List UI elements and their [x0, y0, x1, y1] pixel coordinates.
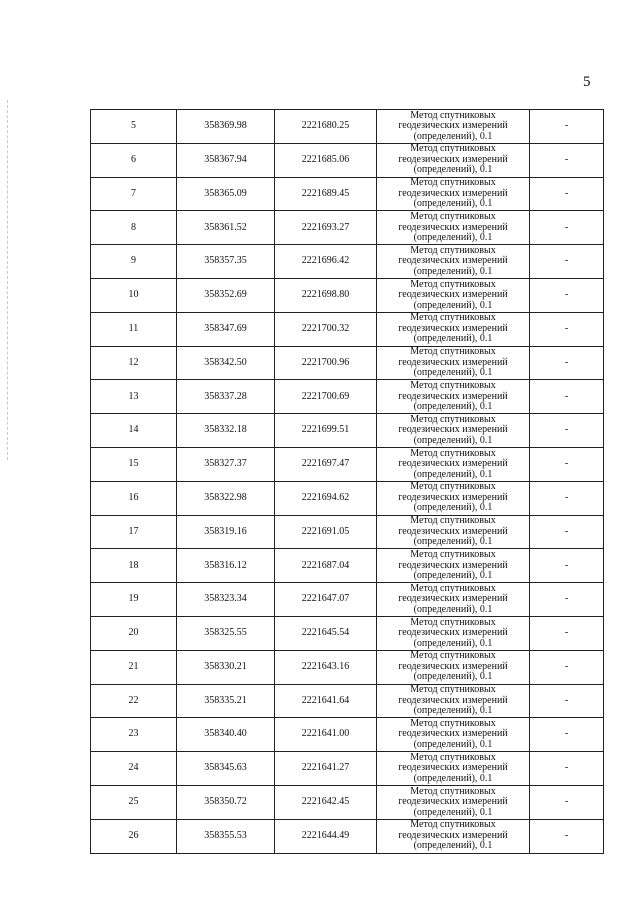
note-cell: - — [530, 718, 604, 752]
y-coordinate-cell: 2221697.47 — [275, 447, 377, 481]
method-line: (определений), 0.1 — [413, 671, 493, 683]
scan-margin-mark — [7, 100, 8, 460]
method-line: Метод спутниковых — [410, 751, 496, 763]
y-coordinate-cell: 2221696.42 — [275, 245, 377, 279]
method-line: Метод спутниковых — [410, 278, 496, 290]
method-line: Метод спутниковых — [410, 177, 496, 189]
table-row — [91, 211, 604, 245]
method-line: (определений), 0.1 — [413, 367, 493, 379]
x-coordinate-cell: 358357.35 — [177, 245, 275, 279]
method-cell — [377, 785, 530, 819]
x-coordinate-cell: 358369.98 — [177, 110, 275, 144]
table-row — [91, 245, 604, 279]
y-coordinate-cell: 2221685.06 — [275, 143, 377, 177]
method-cell — [377, 380, 530, 414]
y-coordinate-cell: 2221700.32 — [275, 312, 377, 346]
table-row — [91, 278, 604, 312]
coordinates-table-body — [91, 110, 604, 854]
table-row — [91, 718, 604, 752]
method-line: Метод спутниковых — [410, 819, 496, 831]
method-cell — [377, 312, 530, 346]
x-coordinate-cell: 358367.94 — [177, 143, 275, 177]
method-line: (определений), 0.1 — [413, 570, 493, 581]
method-line: Метод спутниковых — [410, 650, 496, 662]
note-cell: - — [530, 481, 604, 515]
table-row — [91, 346, 604, 380]
table-row — [91, 785, 604, 819]
method-line: Метод спутниковых — [410, 785, 496, 797]
table-row — [91, 819, 604, 853]
x-coordinate-cell: 358342.50 — [177, 346, 275, 380]
x-coordinate-cell: 358355.53 — [177, 819, 275, 853]
method-line: Метод спутниковых — [410, 413, 496, 425]
y-coordinate-cell: 2221641.00 — [275, 718, 377, 752]
note-cell: - — [530, 346, 604, 380]
method-line: Метод спутниковых — [410, 515, 496, 527]
note-cell: - — [530, 380, 604, 414]
note-cell: - — [530, 211, 604, 245]
table-row — [91, 616, 604, 650]
note-cell: - — [530, 177, 604, 211]
method-line: (определений), 0.1 — [413, 806, 493, 818]
y-coordinate-cell: 2221689.45 — [275, 177, 377, 211]
table-row — [91, 752, 604, 786]
method-line: Метод спутниковых — [410, 717, 496, 729]
y-coordinate-cell: 2221642.45 — [275, 785, 377, 819]
method-cell — [377, 414, 530, 448]
method-line: геодезических измерений — [398, 728, 508, 740]
y-coordinate-cell: 2221644.49 — [275, 819, 377, 853]
method-line: Метод спутниковых — [410, 549, 496, 560]
point-number-cell: 11 — [91, 312, 177, 346]
note-cell: - — [530, 312, 604, 346]
method-cell — [377, 650, 530, 684]
method-cell — [377, 515, 530, 549]
method-line: Метод спутниковых — [410, 616, 496, 628]
x-coordinate-cell: 358332.18 — [177, 414, 275, 448]
method-cell — [377, 616, 530, 650]
method-line: (определений), 0.1 — [413, 840, 493, 852]
method-line: Метод спутниковых — [410, 312, 496, 324]
method-line: геодезических измерений — [398, 559, 508, 571]
note-cell: - — [530, 583, 604, 617]
method-line: геодезических измерений — [398, 390, 508, 402]
note-cell: - — [530, 549, 604, 583]
note-cell: - — [530, 245, 604, 279]
table-row — [91, 414, 604, 448]
table-row — [91, 549, 604, 583]
point-number-cell: 14 — [91, 414, 177, 448]
y-coordinate-cell: 2221700.69 — [275, 380, 377, 414]
table-row — [91, 110, 604, 144]
point-number-cell: 23 — [91, 718, 177, 752]
y-coordinate-cell: 2221641.64 — [275, 684, 377, 718]
table-row — [91, 177, 604, 211]
y-coordinate-cell: 2221680.25 — [275, 110, 377, 144]
y-coordinate-cell: 2221687.04 — [275, 549, 377, 583]
point-number-cell: 22 — [91, 684, 177, 718]
method-cell — [377, 752, 530, 786]
method-line: Метод спутниковых — [410, 380, 496, 392]
method-line: (определений), 0.1 — [413, 434, 493, 446]
coordinates-table — [90, 109, 604, 854]
method-line: (определений), 0.1 — [413, 265, 493, 277]
point-number-cell: 9 — [91, 245, 177, 279]
method-cell — [377, 346, 530, 380]
method-cell — [377, 718, 530, 752]
table-row — [91, 143, 604, 177]
method-line: геодезических измерений — [398, 660, 508, 672]
point-number-cell: 16 — [91, 481, 177, 515]
method-line: (определений), 0.1 — [413, 468, 493, 480]
method-line: геодезических измерений — [398, 491, 508, 503]
note-cell: - — [530, 684, 604, 718]
x-coordinate-cell: 358347.69 — [177, 312, 275, 346]
note-cell: - — [530, 616, 604, 650]
x-coordinate-cell: 358316.12 — [177, 549, 275, 583]
method-cell — [377, 177, 530, 211]
method-line: (определений), 0.1 — [413, 637, 493, 649]
point-number-cell: 15 — [91, 447, 177, 481]
x-coordinate-cell: 358337.28 — [177, 380, 275, 414]
point-number-cell: 5 — [91, 110, 177, 144]
x-coordinate-cell: 358335.21 — [177, 684, 275, 718]
method-line: (определений), 0.1 — [413, 164, 493, 176]
table-row — [91, 312, 604, 346]
x-coordinate-cell: 358365.09 — [177, 177, 275, 211]
note-cell: - — [530, 785, 604, 819]
method-line: Метод спутниковых — [410, 109, 496, 121]
method-line: Метод спутниковых — [410, 211, 496, 223]
method-line: геодезических измерений — [398, 289, 508, 301]
x-coordinate-cell: 358319.16 — [177, 515, 275, 549]
y-coordinate-cell: 2221691.05 — [275, 515, 377, 549]
method-cell — [377, 245, 530, 279]
y-coordinate-cell: 2221700.96 — [275, 346, 377, 380]
method-line: Метод спутниковых — [410, 684, 496, 696]
method-cell — [377, 143, 530, 177]
note-cell: - — [530, 819, 604, 853]
method-cell — [377, 211, 530, 245]
method-cell — [377, 684, 530, 718]
note-cell: - — [530, 278, 604, 312]
x-coordinate-cell: 358345.63 — [177, 752, 275, 786]
y-coordinate-cell: 2221643.16 — [275, 650, 377, 684]
method-line: геодезических измерений — [398, 322, 508, 334]
point-number-cell: 18 — [91, 549, 177, 583]
point-number-cell: 7 — [91, 177, 177, 211]
method-line: (определений), 0.1 — [413, 130, 493, 142]
x-coordinate-cell: 358325.55 — [177, 616, 275, 650]
note-cell: - — [530, 447, 604, 481]
table-row — [91, 481, 604, 515]
method-line: (определений), 0.1 — [413, 333, 493, 345]
method-line: геодезических измерений — [398, 627, 508, 639]
point-number-cell: 13 — [91, 380, 177, 414]
point-number-cell: 26 — [91, 819, 177, 853]
method-line: (определений), 0.1 — [413, 198, 493, 210]
x-coordinate-cell: 358322.98 — [177, 481, 275, 515]
method-line: геодезических измерений — [398, 356, 508, 368]
point-number-cell: 20 — [91, 616, 177, 650]
method-line: геодезических измерений — [398, 829, 508, 841]
note-cell: - — [530, 515, 604, 549]
point-number-cell: 17 — [91, 515, 177, 549]
note-cell: - — [530, 110, 604, 144]
method-line: Метод спутниковых — [410, 481, 496, 493]
note-cell: - — [530, 650, 604, 684]
y-coordinate-cell: 2221699.51 — [275, 414, 377, 448]
point-number-cell: 25 — [91, 785, 177, 819]
method-line: геодезических измерений — [398, 762, 508, 774]
point-number-cell: 21 — [91, 650, 177, 684]
method-line: геодезических измерений — [398, 424, 508, 436]
method-line: геодезических измерений — [398, 593, 508, 605]
x-coordinate-cell: 358361.52 — [177, 211, 275, 245]
y-coordinate-cell: 2221645.54 — [275, 616, 377, 650]
y-coordinate-cell: 2221641.27 — [275, 752, 377, 786]
point-number-cell: 19 — [91, 583, 177, 617]
method-line: Метод спутниковых — [410, 244, 496, 256]
point-number-cell: 12 — [91, 346, 177, 380]
x-coordinate-cell: 358330.21 — [177, 650, 275, 684]
method-line: геодезических измерений — [398, 458, 508, 470]
page-number: 5 — [583, 74, 591, 90]
method-line: (определений), 0.1 — [413, 502, 493, 514]
method-line: (определений), 0.1 — [413, 232, 493, 244]
x-coordinate-cell: 358327.37 — [177, 447, 275, 481]
method-cell — [377, 447, 530, 481]
method-line: геодезических измерений — [398, 796, 508, 808]
table-row — [91, 380, 604, 414]
method-cell — [377, 481, 530, 515]
x-coordinate-cell: 358323.34 — [177, 583, 275, 617]
point-number-cell: 8 — [91, 211, 177, 245]
x-coordinate-cell: 358340.40 — [177, 718, 275, 752]
method-line: (определений), 0.1 — [413, 705, 493, 717]
method-line: геодезических измерений — [398, 221, 508, 233]
method-cell — [377, 110, 530, 144]
method-cell — [377, 278, 530, 312]
point-number-cell: 6 — [91, 143, 177, 177]
y-coordinate-cell: 2221693.27 — [275, 211, 377, 245]
method-line: Метод спутниковых — [410, 143, 496, 155]
x-coordinate-cell: 358350.72 — [177, 785, 275, 819]
table-row — [91, 447, 604, 481]
point-number-cell: 24 — [91, 752, 177, 786]
method-cell — [377, 819, 530, 853]
y-coordinate-cell: 2221698.80 — [275, 278, 377, 312]
method-cell — [377, 583, 530, 617]
method-line: геодезических измерений — [398, 120, 508, 132]
x-coordinate-cell: 358352.69 — [177, 278, 275, 312]
method-line: (определений), 0.1 — [413, 772, 493, 784]
table-row — [91, 684, 604, 718]
y-coordinate-cell: 2221647.07 — [275, 583, 377, 617]
method-line: (определений), 0.1 — [413, 738, 493, 750]
method-line: (определений), 0.1 — [413, 536, 493, 548]
method-line: (определений), 0.1 — [413, 299, 493, 311]
method-line: геодезических измерений — [398, 187, 508, 199]
method-line: Метод спутниковых — [410, 582, 496, 594]
method-line: геодезических измерений — [398, 694, 508, 706]
method-line: (определений), 0.1 — [413, 603, 493, 615]
table-row — [91, 515, 604, 549]
y-coordinate-cell: 2221694.62 — [275, 481, 377, 515]
method-cell — [377, 549, 530, 583]
note-cell: - — [530, 143, 604, 177]
note-cell: - — [530, 414, 604, 448]
note-cell: - — [530, 752, 604, 786]
method-line: геодезических измерений — [398, 525, 508, 537]
method-line: геодезических измерений — [398, 255, 508, 267]
method-line: Метод спутниковых — [410, 447, 496, 459]
point-number-cell: 10 — [91, 278, 177, 312]
method-line: геодезических измерений — [398, 153, 508, 165]
table-row — [91, 583, 604, 617]
table-row — [91, 650, 604, 684]
method-line: (определений), 0.1 — [413, 401, 493, 413]
method-line: Метод спутниковых — [410, 346, 496, 358]
